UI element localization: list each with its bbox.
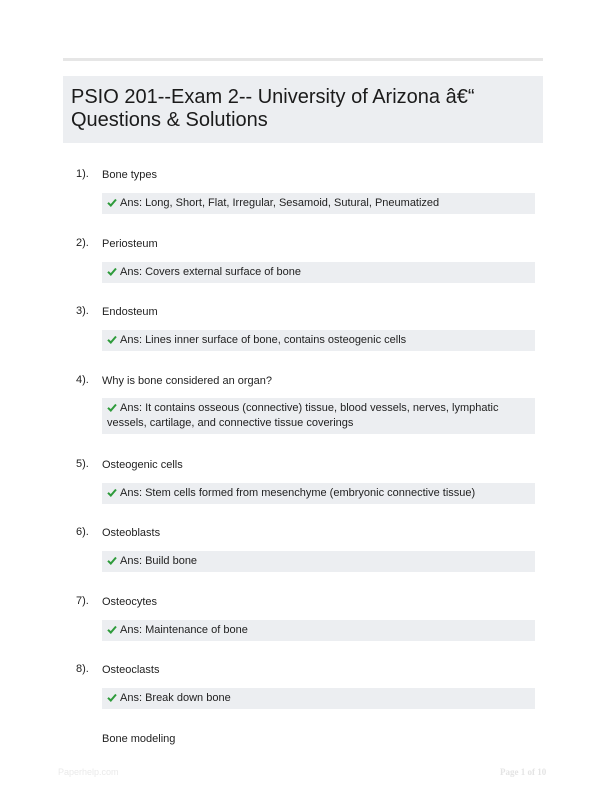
question-number: 3). [76, 305, 89, 317]
answer-text: Ans: Stem cells formed from mesenchyme (embryonic connective tissue) [120, 487, 476, 499]
answer-box [102, 193, 535, 214]
question-text: Why is bone considered an organ? [102, 375, 272, 387]
top-divider [63, 58, 543, 61]
question-text: Bone modeling [102, 733, 176, 745]
footer-watermark: Paperhelp.com [58, 767, 119, 777]
page-title-line-2: Questions & Solutions [71, 109, 268, 131]
question-text: Osteogenic cells [102, 459, 183, 471]
check-icon [107, 198, 117, 207]
check-icon [107, 267, 117, 276]
answer-box [102, 262, 535, 283]
page-title-line-1: PSIO 201--Exam 2-- University of Arizona â€“ [71, 86, 475, 108]
answer-text: Ans: Covers external surface of bone [120, 266, 301, 278]
question-number: 2). [76, 237, 89, 249]
question-text: Osteoclasts [102, 664, 160, 676]
page-number: Page 1 of 10 [500, 767, 547, 777]
answer-box [102, 551, 535, 572]
answer-box [102, 398, 535, 434]
answer-box [102, 483, 535, 504]
question-text: Periosteum [102, 238, 158, 250]
check-icon [107, 488, 117, 497]
question-number: 8). [76, 663, 89, 675]
answer-text: Ans: Lines inner surface of bone, contains osteogenic cells [120, 334, 407, 346]
answer-box [102, 620, 535, 641]
check-icon [107, 625, 117, 634]
answer-text: Ans: Build bone [120, 555, 198, 567]
answer-box [102, 688, 535, 709]
question-number: 5). [76, 458, 89, 470]
document-title-box [63, 76, 543, 143]
question-number: 1). [76, 168, 89, 180]
check-icon [107, 335, 117, 344]
question-text: Osteoblasts [102, 527, 161, 539]
question-number: 6). [76, 526, 89, 538]
question-text: Bone types [102, 169, 158, 181]
answer-text: Ans: Maintenance of bone [120, 624, 248, 636]
check-icon [107, 693, 117, 702]
check-icon [107, 556, 117, 565]
question-number: 7). [76, 595, 89, 607]
answer-text: Ans: Long, Short, Flat, Irregular, Sesamoid, Sutural, Pneumatized [120, 197, 440, 209]
answer-text: Ans: It contains osseous (connective) tissue, blood vessels, nerves, lymphatic vessels, cartilage, and connective tissue coverings [107, 402, 499, 429]
question-text: Endosteum [102, 306, 158, 318]
question-number: 4). [76, 374, 89, 386]
answer-text: Ans: Break down bone [120, 692, 231, 704]
question-text: Osteocytes [102, 596, 158, 608]
answer-box [102, 330, 535, 351]
check-icon [107, 403, 117, 412]
